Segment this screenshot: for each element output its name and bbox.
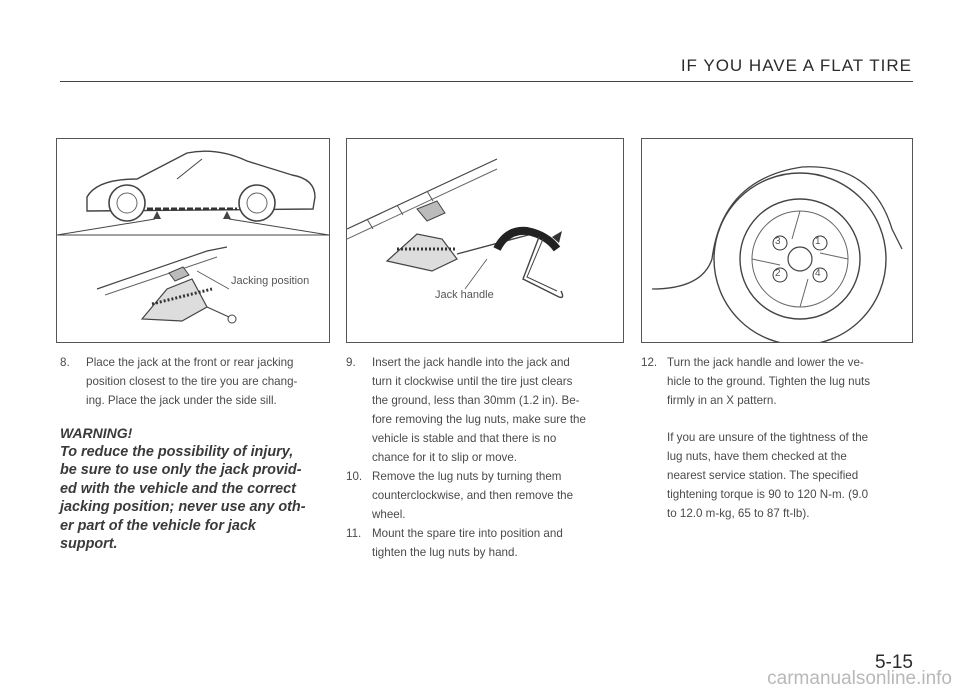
step-12-line: firmly in an X pattern.: [667, 394, 777, 407]
step-9-line: the ground, less than 30mm (1.2 in). Be-: [372, 394, 580, 407]
jacking-position-label: Jacking position: [231, 275, 310, 287]
warning-line: be sure to use only the jack provid-: [60, 462, 302, 478]
step-8-line: position closest to the tire you are chang-: [86, 375, 298, 388]
warning-text: [60, 443, 338, 554]
step-12: [641, 353, 917, 410]
lug-nut-2: 2: [775, 268, 781, 279]
column-3: [641, 353, 917, 523]
note-line: If you are unsure of the tightness of the: [667, 431, 869, 444]
step-9: [346, 353, 630, 467]
section-title: IF YOU HAVE A FLAT TIRE: [680, 56, 912, 75]
column-1: [60, 353, 338, 554]
note-line: nearest service station. The specified: [667, 469, 859, 482]
figure-jack-handle: [346, 138, 624, 343]
step-9-line: vehicle is stable and that there is no: [372, 432, 557, 445]
step-12-line: Turn the jack handle and lower the ve-: [667, 356, 864, 369]
step-8-line: Place the jack at the front or rear jacking: [86, 356, 294, 369]
step-11-line: Mount the spare tire into position and: [372, 527, 563, 540]
watermark: carmanualsonline.info: [767, 668, 952, 689]
warning-line: support.: [60, 536, 118, 552]
step-number: 9.: [346, 356, 356, 369]
lug-nut-3: 3: [775, 236, 781, 247]
step-8-line: ing. Place the jack under the side sill.: [86, 394, 277, 407]
step-8: [60, 353, 338, 410]
step-11: [346, 524, 630, 562]
jack-handle-label: Jack handle: [435, 289, 494, 301]
figure-lug-nut-pattern: [641, 138, 913, 343]
step-10: [346, 467, 630, 524]
step-number: 12.: [641, 356, 658, 369]
lug-nut-1: 1: [815, 236, 821, 247]
warning-title: WARNING!: [60, 425, 133, 441]
step-9-line: turn it clockwise until the tire just clears: [372, 375, 573, 388]
torque-note: [641, 428, 917, 523]
column-2: [346, 353, 630, 562]
warning-line: To reduce the possibility of injury,: [60, 443, 294, 460]
note-line: lug nuts, have them checked at the: [667, 450, 847, 463]
page-number: 5-15: [874, 652, 913, 673]
step-12-line: hicle to the ground. Tighten the lug nuts: [667, 375, 871, 388]
step-10-line: wheel.: [372, 508, 406, 521]
page-header: [60, 56, 912, 82]
step-10-line: Remove the lug nuts by turning them: [372, 470, 562, 483]
note-line: to 12.0 m-kg, 65 to 87 ft-lb).: [667, 507, 810, 520]
step-number: 11.: [346, 527, 362, 540]
jack-handle-illustration: [347, 139, 623, 342]
header-rule: [60, 81, 913, 82]
step-9-line: Insert the jack handle into the jack and: [372, 356, 570, 369]
step-9-line: chance for it to slip or move.: [372, 451, 517, 464]
lug-nut-4: 4: [815, 268, 821, 279]
step-9-line: fore removing the lug nuts, make sure the: [372, 413, 586, 426]
step-10-line: counterclockwise, and then remove the: [372, 489, 574, 502]
car-jack-illustration: [57, 139, 329, 342]
figure-jacking-position: [56, 138, 330, 343]
warning-line: ed with the vehicle and the correct: [60, 480, 296, 497]
note-line: tightening torque is 90 to 120 N-m. (9.0: [667, 488, 869, 501]
step-number: 8.: [60, 356, 70, 369]
step-11-line: tighten the lug nuts by hand.: [372, 546, 518, 559]
warning-line: er part of the vehicle for jack: [60, 517, 256, 534]
step-number: 10.: [346, 470, 363, 483]
warning-line: jacking position; never use any oth-: [60, 499, 306, 515]
